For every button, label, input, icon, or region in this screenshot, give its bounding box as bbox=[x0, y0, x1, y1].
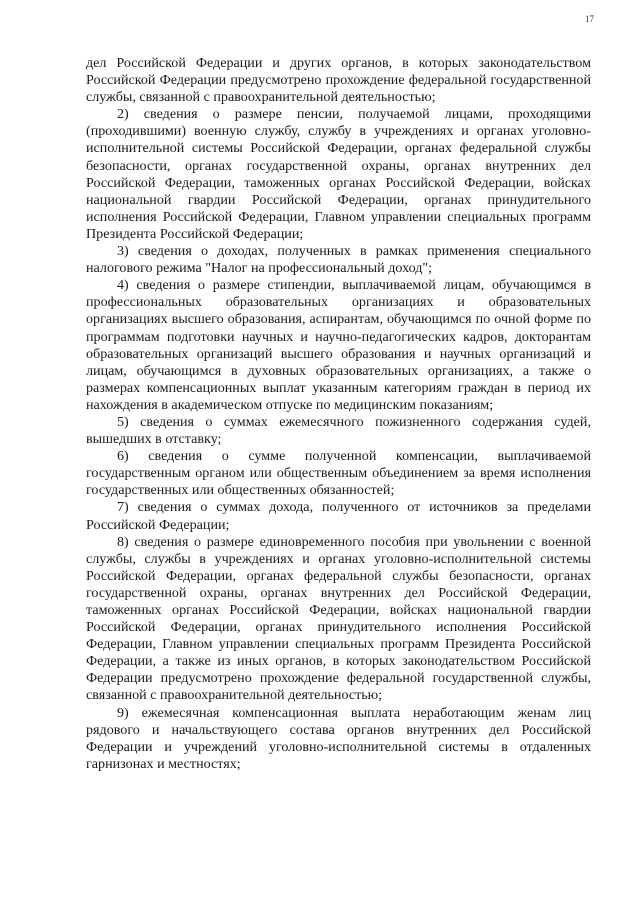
paragraph-item-9: 9) ежемесячная компенсационная выплата неработающим женам лиц рядового и начальствующего состава органов внутренних дел Российской Федерации и учреждений уголовно-исполнительной системы в отдаленных гарнизонах и местностях; bbox=[86, 704, 591, 772]
paragraph-item-3: 3) сведения о доходах, полученных в рамках применения специального налогового режима "Налог на профессиональный доход"; bbox=[86, 243, 591, 277]
paragraph-item-4: 4) сведения о размере стипендии, выплачиваемой лицам, обучающимся в профессиональных образовательных организациях и образовательных организациях высшего образования, аспирантам, обучающимся по очной форме по программам подготовки научных и научно-педагогических кадров, докторантам образовательных организаций высшего образования и научных организаций и лицам, обучающимся в духовных образовательных организациях, а также о размерах компенсационных выплат указанным категориям граждан в период их нахождения в академическом отпуске по медицинским показаниям; bbox=[86, 277, 591, 413]
paragraph-item-7: 7) сведения о суммах дохода, полученного от источников за пределами Российской Федерации; bbox=[86, 499, 591, 533]
page-number: 17 bbox=[585, 14, 594, 24]
paragraph-item-2: 2) сведения о размере пенсии, получаемой лицами, проходящими (проходившими) военную службу, службу в учреждениях и органах уголовно-исполнительной системы Российской Федерации, органах федеральной службы безопасности, органах государственной охраны, органах внутренних дел Российской Федерации, таможенных органах Российской Федерации, войсках национальной гвардии Российской Федерации, органах принудительного исполнения Российской Федерации, Главном управлении специальных программ Президента Российской Федерации; bbox=[86, 106, 591, 242]
document-body bbox=[86, 55, 591, 773]
paragraph-item-8: 8) сведения о размере единовременного пособия при увольнении с военной службы, службы в учреждениях и органах уголовно-исполнительной системы Российской Федерации, органах федеральной службы безопасности, органах государственной охраны, органах внутренних дел Российской Федерации, таможенных органах Российской Федерации, войсках национальной гвардии Российской Федерации, органах принудительного исполнения Российской Федерации, Главном управлении специальных программ Президента Российской Федерации, а также из иных органов, в которых законодательством Российской Федерации предусмотрено прохождение федеральной государственной службы, связанной с правоохранительной деятельностью; bbox=[86, 533, 591, 704]
paragraph-item-6: 6) сведения о сумме полученной компенсации, выплачиваемой государственным органом или общественным объединением за время исполнения государственных или общественных обязанностей; bbox=[86, 448, 591, 499]
paragraph-continuation: дел Российской Федерации и других органов, в которых законодательством Российской Федерации предусмотрено прохождение федеральной государственной службы, связанной с правоохранительной деятельностью; bbox=[86, 55, 591, 106]
paragraph-item-5: 5) сведения о суммах ежемесячного пожизненного содержания судей, вышедших в отставку; bbox=[86, 413, 591, 448]
